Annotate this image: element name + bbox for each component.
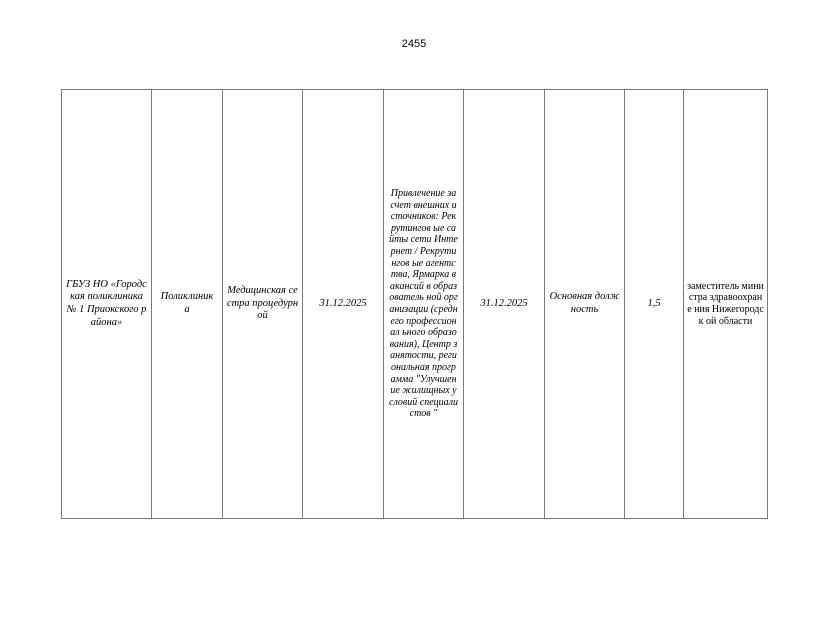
table-row xyxy=(62,90,768,519)
position-name: Медицинская сестра процедурной xyxy=(226,285,299,322)
employment-type-cell xyxy=(545,90,625,519)
approver-cell xyxy=(684,90,768,519)
unit-cell xyxy=(152,90,223,519)
date-cell-1 xyxy=(303,90,384,519)
rate-value: 1,5 xyxy=(647,297,661,309)
employment-type: Основная должность xyxy=(549,291,620,315)
date-value-2: 31.12.2025 xyxy=(480,297,528,309)
rate-cell xyxy=(625,90,684,519)
organization-name: ГБУЗ НО «Городская поликлиника № 1 Приокского района» xyxy=(66,278,147,328)
approver-name: заместитель министра здравоохране ния Нижегородск ой области xyxy=(687,280,764,327)
organization-cell xyxy=(62,90,152,519)
source-cell xyxy=(384,90,464,519)
staffing-table xyxy=(61,89,768,519)
recruitment-source: Привлечение за счет внешних источников: Рекрутингов ые сайты сети Интернет / Рекрутингов ые агентства, Ярмарка вакансий в образователь ной организации (среднего профессионал ьного образования), Центр занятости, региональная программа "Улучшение жилищных условий специалистов " xyxy=(389,188,458,420)
unit-name: Поликлиник а xyxy=(160,291,214,315)
position-cell xyxy=(223,90,303,519)
date-cell-2 xyxy=(464,90,545,519)
date-value-1: 31.12.2025 xyxy=(319,297,367,309)
page-number: 2455 xyxy=(401,38,427,50)
